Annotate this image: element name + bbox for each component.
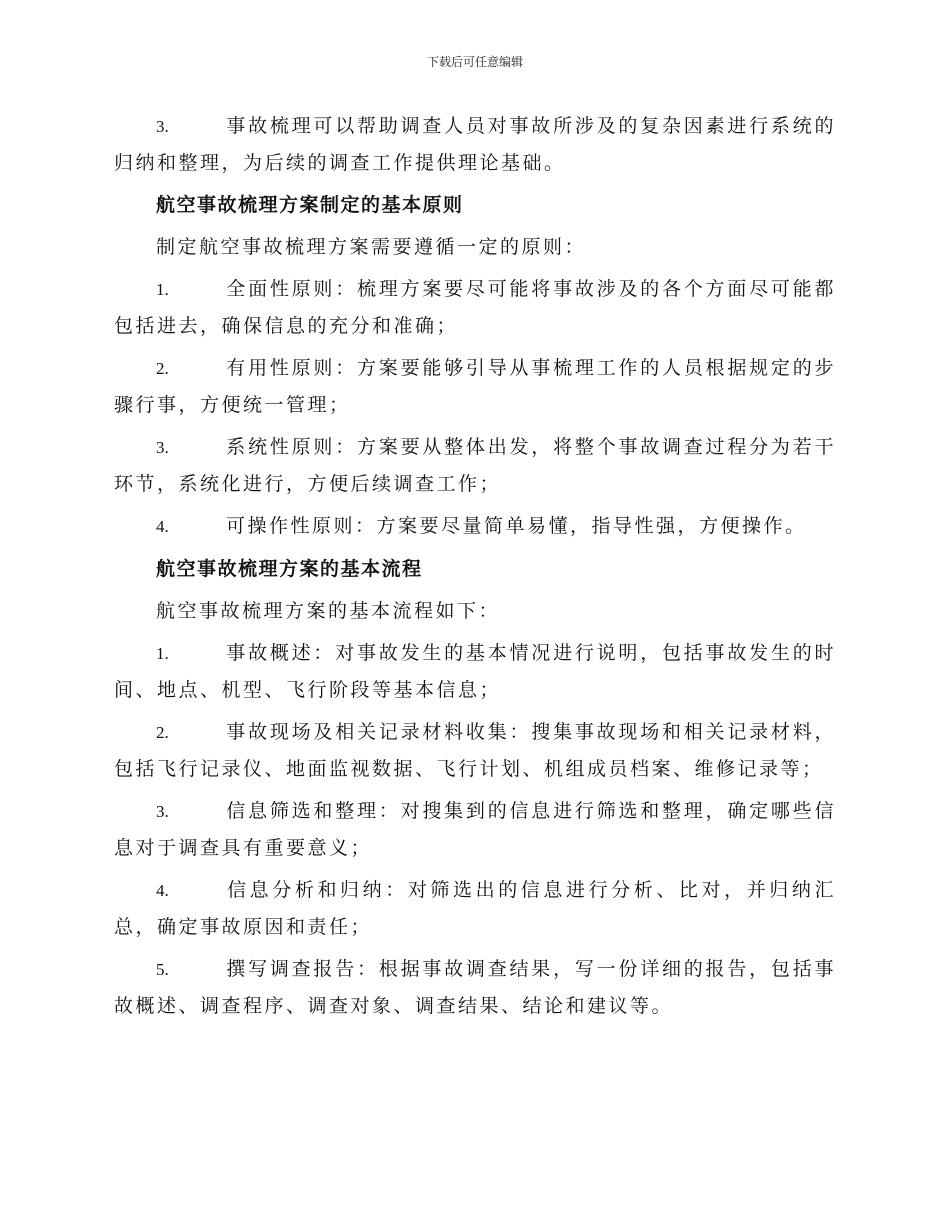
list-item [114, 714, 836, 787]
page-header: 下载后可任意编辑 [426, 55, 523, 69]
list-text: 撰写调查报告：根据事故调查结果，写一份详细的报告，包括事故概述、调查程序、调查对象、调查结果、结论和建议等。 [114, 958, 836, 1017]
list-text: 信息筛选和整理：对搜集到的信息进行筛选和整理，确定哪些信息对于调查具有重要意义； [114, 800, 836, 859]
list-item [114, 793, 836, 866]
list-text: 可操作性原则：方案要尽量简单易懂，指导性强，方便操作。 [226, 515, 807, 537]
list-item [114, 429, 836, 502]
list-text: 有用性原则：方案要能够引导从事梳理工作的人员根据规定的步骤行事，方便统一管理； [114, 357, 836, 416]
list-number: 2. [156, 359, 169, 378]
list-number: 4. [156, 517, 169, 536]
list-number: 1. [156, 644, 169, 663]
section-heading: 航空事故梳理方案的基本流程 [156, 558, 423, 580]
list-text: 全面性原则：梳理方案要尽可能将事故涉及的各个方面尽可能都包括进去，确保信息的充分和准确； [114, 278, 836, 337]
list-item [114, 350, 836, 423]
list-number: 3. [156, 802, 169, 821]
list-item [114, 108, 836, 181]
list-number: 1. [156, 280, 169, 299]
document-body [114, 108, 836, 1030]
list-number: 3. [156, 438, 169, 457]
list-text: 事故概述：对事故发生的基本情况进行说明，包括事故发生的时间、地点、机型、飞行阶段等基本信息； [114, 642, 836, 701]
list-item [114, 271, 836, 344]
list-item [114, 951, 836, 1024]
list-text: 信息分析和归纳：对筛选出的信息进行分析、比对，并归纳汇总，确定事故原因和责任； [114, 879, 836, 938]
paragraph: 航空事故梳理方案的基本流程如下： [156, 600, 501, 622]
list-item [114, 508, 836, 545]
list-text: 事故梳理可以帮助调查人员对事故所涉及的复杂因素进行系统的归纳和整理，为后续的调查工作提供理论基础。 [114, 115, 836, 174]
list-number: 5. [156, 960, 169, 979]
list-number: 4. [156, 881, 169, 900]
list-item [114, 635, 836, 708]
list-text: 事故现场及相关记录材料收集：搜集事故现场和相关记录材料，包括飞行记录仪、地面监视数据、飞行计划、机组成员档案、维修记录等； [114, 721, 836, 780]
list-number: 2. [156, 723, 169, 742]
list-item [114, 872, 836, 945]
section-heading: 航空事故梳理方案制定的基本原则 [156, 194, 464, 216]
list-text: 系统性原则：方案要从整体出发，将整个事故调查过程分为若干环节，系统化进行，方便后续调查工作； [114, 436, 836, 495]
list-number: 3. [156, 117, 169, 136]
paragraph: 制定航空事故梳理方案需要遵循一定的原则： [156, 236, 587, 258]
